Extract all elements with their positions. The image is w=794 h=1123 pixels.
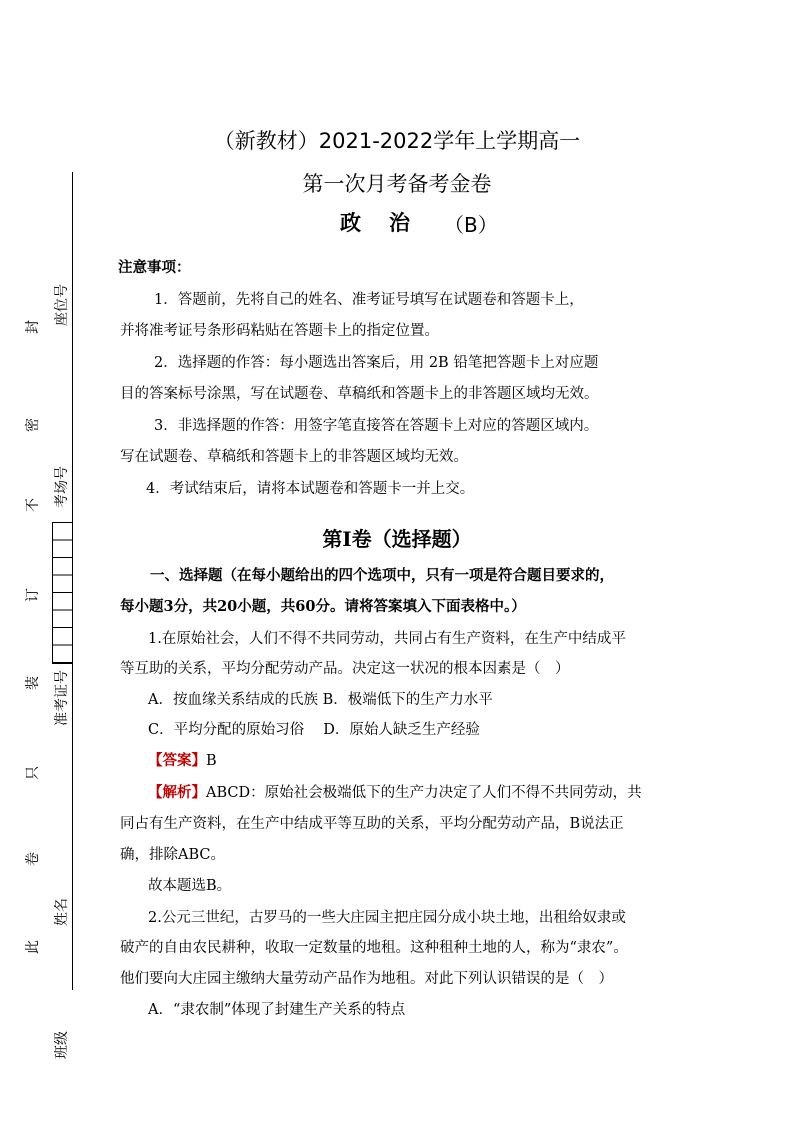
notes-line-4: 目的答案标号涂黑，写在试题卷、草稿纸和答题卡上的非答题区域均无效。: [120, 386, 599, 402]
seal-char-mi: 密: [25, 418, 41, 432]
seal-char-zhi: 只: [25, 766, 41, 780]
analysis-tag: 【解析】: [148, 784, 206, 801]
seal-char-bu: 不: [25, 498, 41, 512]
q1-analysis-2: 同占有生产资料，在生产中结成平等互助的关系，平均分配劳动产品，B说法正: [120, 816, 624, 832]
exam-title-line2: 第一次月考备考金卷: [302, 172, 492, 196]
notes-line-5: 3．非选择题的作答：用签字笔直接答在答题卡上对应的答题区域内。: [154, 418, 599, 434]
section-instruction-2: 每小题3分，共20小题，共60分。请将答案填入下面表格中。）: [120, 598, 526, 615]
seal-char-juan: 卷: [25, 852, 41, 866]
notes-line-1: 1．答题前，先将自己的姓名、准考证号填写在试题卷和答题卡上，: [154, 292, 584, 308]
q1-conclusion: 故本题选B。: [148, 878, 232, 894]
q2-stem-2: 破产的自由农民耕种，收取一定数量的地租。这种租种土地的人，称为“隶农”。: [120, 940, 628, 956]
exam-room-label: 考场号: [54, 466, 70, 508]
q2-option-a: A．“隶农制”体现了封建生产关系的特点: [148, 1002, 406, 1018]
q1-options-ab: A．按血缘关系结成的氏族 B．极端低下的生产力水平: [148, 692, 493, 708]
class-label: 班级: [54, 1031, 70, 1059]
notes-line-3: 2．选择题的作答：每小题选出答案后，用 2B 铅笔把答题卡上对应题: [154, 355, 599, 371]
q1-answer-line: [148, 751, 217, 771]
seat-number-label: 座位号: [54, 284, 70, 326]
notes-line-2: 并将准考证号条形码粘贴在答题卡上的指定位置。: [120, 323, 439, 339]
version-label: （B）: [444, 213, 498, 237]
notes-line-7: 4．考试结束后，请将本试题卷和答题卡一并上交。: [146, 481, 475, 497]
notes-line-6: 写在试题卷、草稿纸和答题卡上的非答题区域均无效。: [120, 449, 468, 465]
q2-stem-3: 他们要向大庄园主缴纳大量劳动产品作为地租。对此下列认识错误的是（ ）: [120, 971, 613, 987]
subject-title: 政治: [340, 211, 438, 235]
admission-number-label: 准考证号: [54, 670, 70, 726]
q1-options-cd: C．平均分配的原始习俗 D．原始人缺乏生产经验: [148, 722, 480, 738]
q1-analysis-1: [148, 783, 642, 803]
q1-stem-1: 1.在原始社会，人们不得不共同劳动，共同占有生产资料，在生产中结成平: [148, 631, 626, 647]
seal-char-zhuang: 装: [25, 676, 41, 690]
section-title: 第Ⅰ卷（选择题）: [322, 527, 472, 551]
seal-char-feng: 封: [25, 320, 41, 334]
q1-analysis-text-1: ABCD：原始社会极端低下的生产力决定了人们不得不共同劳动，共: [206, 785, 642, 801]
section-instruction-1: 一、选择题（在每小题给出的四个选项中，只有一项是符合题目要求的，: [150, 567, 614, 584]
q1-stem-2: 等互助的关系，平均分配劳动产品。决定这一状况的根本因素是（ ）: [120, 661, 570, 677]
notes-heading: 注意事项：: [118, 260, 191, 276]
seal-char-ding: 订: [25, 588, 41, 602]
q1-answer: B: [206, 753, 217, 769]
name-label: 姓名: [54, 898, 70, 926]
exam-title-line1: （新教材）2021-2022学年上学期高一: [213, 129, 581, 153]
q1-analysis-3: 确，排除ABC。: [120, 847, 225, 863]
answer-tag: 【答案】: [148, 752, 206, 769]
q2-stem-1: 2.公元三世纪，古罗马的一些大庄园主把庄园分成小块土地，出租给奴隶或: [148, 910, 626, 926]
seal-char-ci: 此: [25, 940, 41, 954]
